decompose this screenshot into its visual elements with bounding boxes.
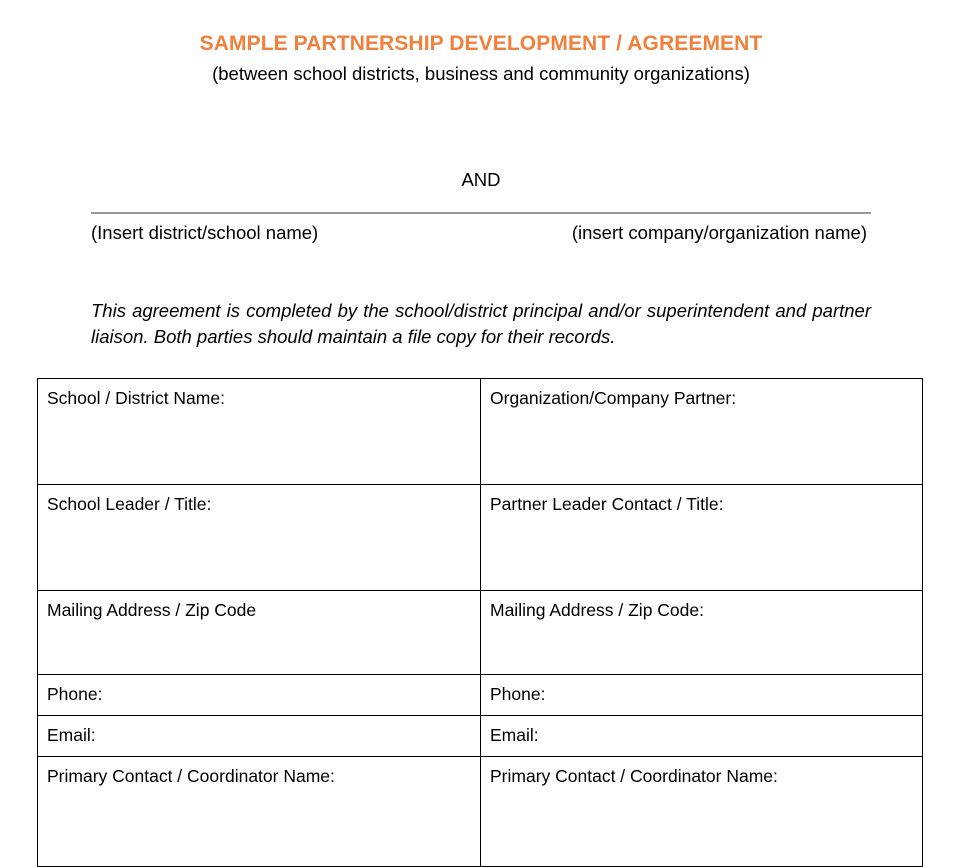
table-row: [38, 485, 923, 591]
school-email-field[interactable]: Email:: [38, 716, 481, 757]
organization-partner-field[interactable]: Organization/Company Partner:: [481, 379, 923, 485]
signature-line: [91, 212, 871, 214]
partner-leader-title-field[interactable]: Partner Leader Contact / Title:: [481, 485, 923, 591]
document-subtitle: (between school districts, business and community organizations): [212, 63, 750, 84]
table-row: [38, 591, 923, 675]
partner-primary-contact-field[interactable]: Primary Contact / Coordinator Name:: [481, 757, 923, 867]
school-primary-contact-field[interactable]: Primary Contact / Coordinator Name:: [38, 757, 481, 867]
district-name-placeholder: (Insert district/school name): [91, 222, 319, 243]
partner-phone-field[interactable]: Phone:: [481, 675, 923, 716]
school-district-name-field[interactable]: School / District Name:: [38, 379, 481, 485]
partner-email-field[interactable]: Email:: [481, 716, 923, 757]
partner-info-table: [37, 378, 923, 867]
organization-name-placeholder: (insert company/organization name): [571, 222, 867, 243]
partner-mailing-address-field[interactable]: Mailing Address / Zip Code:: [481, 591, 923, 675]
table-row: [38, 379, 923, 485]
table-row: [38, 716, 923, 757]
school-phone-field[interactable]: Phone:: [38, 675, 481, 716]
document-title: SAMPLE PARTNERSHIP DEVELOPMENT / AGREEMENT: [199, 32, 763, 55]
table-row: [38, 675, 923, 716]
table-row: [38, 757, 923, 867]
school-mailing-address-field[interactable]: Mailing Address / Zip Code: [38, 591, 481, 675]
party-connector: AND: [461, 169, 501, 190]
instructions-paragraph: This agreement is completed by the school/district principal and/or superintendent and partner liaison. Both parties should maintain a file copy for their records.: [91, 300, 871, 347]
school-leader-title-field[interactable]: School Leader / Title:: [38, 485, 481, 591]
